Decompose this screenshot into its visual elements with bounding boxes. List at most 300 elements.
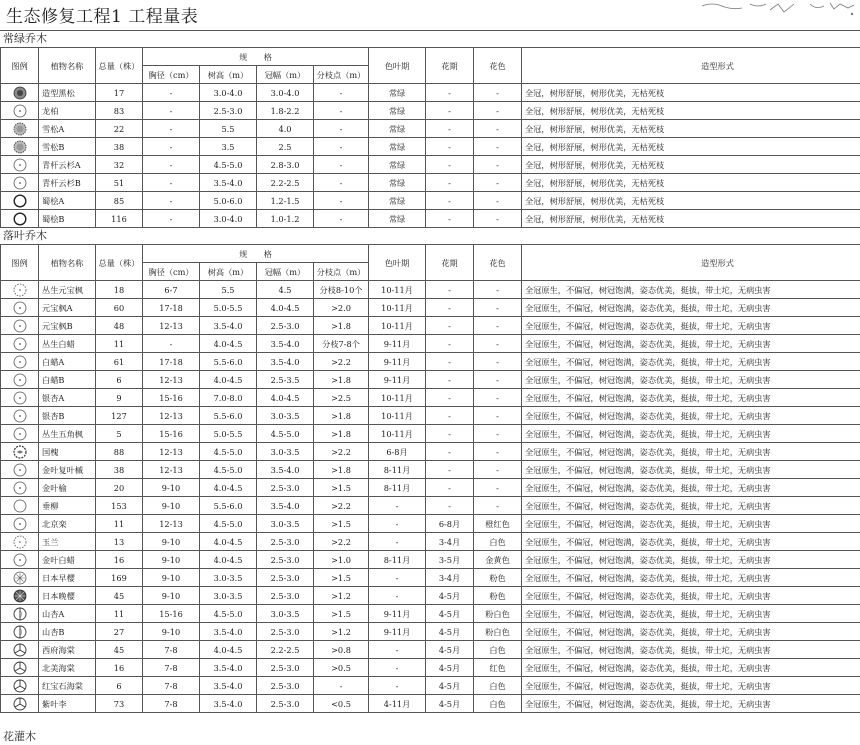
legend-cell bbox=[1, 353, 39, 371]
header-leaf-color-period: 色叶期 bbox=[369, 48, 426, 84]
form: 全冠原生，不偏冠，树冠饱满，姿态优美，挺拔，带土坨，无病虫害 bbox=[522, 515, 860, 533]
plant-name: 龙柏 bbox=[39, 102, 96, 120]
legend-cell bbox=[1, 299, 39, 317]
flowering-period: 4-5月 bbox=[426, 677, 474, 695]
legend-cell bbox=[1, 587, 39, 605]
circle-dashed-icon bbox=[1, 283, 38, 297]
crown: 2.5-3.0 bbox=[257, 569, 314, 587]
form: 全冠原生，不偏冠，树冠饱满，姿态优美，挺拔，带土坨，无病虫害 bbox=[522, 677, 860, 695]
height: 5.0-5.5 bbox=[200, 425, 257, 443]
crown: 2.5-3.0 bbox=[257, 659, 314, 677]
flowering-period: - bbox=[426, 443, 474, 461]
header-quantity: 总量（株） bbox=[96, 245, 143, 281]
dbh: 7-8 bbox=[143, 659, 200, 677]
flowering-period: - bbox=[426, 281, 474, 299]
quantity: 13 bbox=[96, 533, 143, 551]
table-row bbox=[1, 605, 860, 623]
table-row bbox=[1, 677, 860, 695]
flower-color: - bbox=[474, 335, 522, 353]
flowering-period: 3-4月 bbox=[426, 569, 474, 587]
plant-name: 雪松B bbox=[39, 138, 96, 156]
plant-name: 山杏B bbox=[39, 623, 96, 641]
quantity: 32 bbox=[96, 156, 143, 174]
circle-bold-icon bbox=[1, 212, 38, 226]
flowering-period: - bbox=[426, 497, 474, 515]
flowering-period: - bbox=[426, 138, 474, 156]
branch-point: - bbox=[314, 102, 369, 120]
header-plant-name: 植物名称 bbox=[39, 48, 96, 84]
height: 5.5-6.0 bbox=[200, 407, 257, 425]
dbh: 9-10 bbox=[143, 551, 200, 569]
form: 全冠原生，不偏冠，树冠饱满，姿态优美，挺拔，带土坨，无病虫害 bbox=[522, 497, 860, 515]
circle-textured-icon bbox=[1, 140, 38, 154]
leaf-color-period: - bbox=[369, 677, 426, 695]
table-row bbox=[1, 192, 860, 210]
flower-color: - bbox=[474, 389, 522, 407]
branch-point: >1.8 bbox=[314, 371, 369, 389]
dbh: 7-8 bbox=[143, 641, 200, 659]
flower-color: - bbox=[474, 317, 522, 335]
branch-point: 分枝7-8个 bbox=[314, 335, 369, 353]
crown: 3.0-3.5 bbox=[257, 407, 314, 425]
legend-cell bbox=[1, 210, 39, 228]
circle-dot-icon bbox=[1, 373, 38, 387]
dbh: - bbox=[143, 102, 200, 120]
crown: 3.5-4.0 bbox=[257, 335, 314, 353]
flowering-period: - bbox=[426, 299, 474, 317]
handwritten-scribble bbox=[700, 0, 860, 18]
header-height: 树高（m） bbox=[200, 263, 257, 281]
crown: 2.5-3.0 bbox=[257, 587, 314, 605]
height: 4.5-5.0 bbox=[200, 515, 257, 533]
plant-name: 国槐 bbox=[39, 443, 96, 461]
flower-color: 白色 bbox=[474, 533, 522, 551]
form: 全冠，树形舒展，树形优美，无枯死枝 bbox=[522, 138, 860, 156]
quantity: 38 bbox=[96, 138, 143, 156]
table-row bbox=[1, 425, 860, 443]
form: 全冠原生，不偏冠，树冠饱满，姿态优美，挺拔，带土坨，无病虫害 bbox=[522, 335, 860, 353]
flowering-period: 4-5月 bbox=[426, 695, 474, 713]
table-row bbox=[1, 407, 860, 425]
crown: 3.0-4.0 bbox=[257, 84, 314, 102]
circle-dot-icon bbox=[1, 481, 38, 495]
plant-name: 青杆云杉B bbox=[39, 174, 96, 192]
legend-cell bbox=[1, 515, 39, 533]
height: 4.5-5.0 bbox=[200, 605, 257, 623]
table-row bbox=[1, 210, 860, 228]
table-row bbox=[1, 443, 860, 461]
section-title: 落叶乔木 bbox=[3, 229, 47, 242]
circle-bold-icon bbox=[1, 194, 38, 208]
circle-dot-icon bbox=[1, 176, 38, 190]
height: 3.0-4.0 bbox=[200, 84, 257, 102]
height: 4.0-4.5 bbox=[200, 533, 257, 551]
height: 3.5-4.0 bbox=[200, 317, 257, 335]
branch-point: <0.5 bbox=[314, 695, 369, 713]
plant-name: 丛生白蜡 bbox=[39, 335, 96, 353]
circle-dot-icon bbox=[1, 409, 38, 423]
dbh: - bbox=[143, 138, 200, 156]
flower-color: 粉色 bbox=[474, 587, 522, 605]
branch-point: >1.2 bbox=[314, 623, 369, 641]
table-row bbox=[1, 84, 860, 102]
circle-dot-icon bbox=[1, 104, 38, 118]
plant-name: 日本晚樱 bbox=[39, 587, 96, 605]
form: 全冠，树形舒展，树形优美，无枯死枝 bbox=[522, 84, 860, 102]
leaf-color-period: 常绿 bbox=[369, 102, 426, 120]
crown: 4.0-4.5 bbox=[257, 389, 314, 407]
leaf-color-period: 8-11月 bbox=[369, 551, 426, 569]
plant-name: 蜀桧A bbox=[39, 192, 96, 210]
dbh: 6-7 bbox=[143, 281, 200, 299]
flowering-period: 4-5月 bbox=[426, 623, 474, 641]
dbh: 15-16 bbox=[143, 389, 200, 407]
crown: 4.0 bbox=[257, 120, 314, 138]
table-row bbox=[1, 335, 860, 353]
leaf-color-period: 8-11月 bbox=[369, 479, 426, 497]
header-leaf-color-period: 色叶期 bbox=[369, 245, 426, 281]
plant-name: 青杆云杉A bbox=[39, 156, 96, 174]
leaf-color-period: 10-11月 bbox=[369, 299, 426, 317]
table-row bbox=[1, 389, 860, 407]
flower-color: 金黄色 bbox=[474, 551, 522, 569]
dbh: 9-10 bbox=[143, 569, 200, 587]
height: 5.5 bbox=[200, 281, 257, 299]
quantity: 5 bbox=[96, 425, 143, 443]
legend-cell bbox=[1, 605, 39, 623]
table-row bbox=[1, 623, 860, 641]
flower-color: - bbox=[474, 461, 522, 479]
dbh: 12-13 bbox=[143, 461, 200, 479]
branch-point: - bbox=[314, 677, 369, 695]
header-crown: 冠幅（m） bbox=[257, 263, 314, 281]
flower-color: 白色 bbox=[474, 641, 522, 659]
leaf-color-period: - bbox=[369, 569, 426, 587]
flowering-period: - bbox=[426, 461, 474, 479]
circle-dot-icon bbox=[1, 355, 38, 369]
header-dbh: 胸径（cm） bbox=[143, 263, 200, 281]
plant-name: 西府海棠 bbox=[39, 641, 96, 659]
flower-color: 红色 bbox=[474, 659, 522, 677]
circle-dot-icon bbox=[1, 427, 38, 441]
flower-color: - bbox=[474, 102, 522, 120]
table-row bbox=[1, 659, 860, 677]
flowering-period: - bbox=[426, 425, 474, 443]
quantity: 22 bbox=[96, 120, 143, 138]
dbh: 12-13 bbox=[143, 515, 200, 533]
branch-point: >2.2 bbox=[314, 353, 369, 371]
header-crown: 冠幅（m） bbox=[257, 66, 314, 84]
crown: 3.5-4.0 bbox=[257, 353, 314, 371]
header-flowering-period: 花期 bbox=[426, 48, 474, 84]
quantity-sheet bbox=[0, 30, 860, 713]
height: 5.0-5.5 bbox=[200, 299, 257, 317]
quantity: 6 bbox=[96, 371, 143, 389]
header-flower-color: 花色 bbox=[474, 245, 522, 281]
flowering-period: - bbox=[426, 317, 474, 335]
crown: 2.5-3.0 bbox=[257, 317, 314, 335]
branch-point: >2.5 bbox=[314, 389, 369, 407]
flower-color: - bbox=[474, 425, 522, 443]
flowering-period: 3-5月 bbox=[426, 551, 474, 569]
flowering-period: - bbox=[426, 174, 474, 192]
flower-color: - bbox=[474, 299, 522, 317]
flower-color: 粉白色 bbox=[474, 623, 522, 641]
legend-cell bbox=[1, 533, 39, 551]
plant-name: 造型黑松 bbox=[39, 84, 96, 102]
flowering-period: - bbox=[426, 102, 474, 120]
header-legend: 图例 bbox=[1, 48, 39, 84]
branch-point: >0.5 bbox=[314, 659, 369, 677]
height: 3.5-4.0 bbox=[200, 623, 257, 641]
quantity: 51 bbox=[96, 174, 143, 192]
leaf-color-period: - bbox=[369, 641, 426, 659]
flowering-period: - bbox=[426, 371, 474, 389]
plant-name: 白蜡A bbox=[39, 353, 96, 371]
branch-point: >1.8 bbox=[314, 317, 369, 335]
crown: 3.5-4.0 bbox=[257, 461, 314, 479]
plant-name: 银杏A bbox=[39, 389, 96, 407]
form: 全冠，树形舒展，树形优美，无枯死枝 bbox=[522, 120, 860, 138]
legend-cell bbox=[1, 371, 39, 389]
plant-name: 山杏A bbox=[39, 605, 96, 623]
table-row bbox=[1, 479, 860, 497]
branch-point: - bbox=[314, 138, 369, 156]
quantity: 45 bbox=[96, 587, 143, 605]
quantity: 20 bbox=[96, 479, 143, 497]
circle-spokes-icon bbox=[1, 643, 38, 657]
branch-point: >1.5 bbox=[314, 479, 369, 497]
circle-plain-icon bbox=[1, 499, 38, 513]
dbh: 9-10 bbox=[143, 497, 200, 515]
quantity: 6 bbox=[96, 677, 143, 695]
height: 4.5-5.0 bbox=[200, 461, 257, 479]
flower-color: - bbox=[474, 120, 522, 138]
flowering-period: - bbox=[426, 210, 474, 228]
form: 全冠原生，不偏冠，树冠饱满，姿态优美，挺拔，带土坨，无病虫害 bbox=[522, 407, 860, 425]
quantity: 45 bbox=[96, 641, 143, 659]
circle-spokes-icon bbox=[1, 679, 38, 693]
plant-name: 白蜡B bbox=[39, 371, 96, 389]
plant-name: 银杏B bbox=[39, 407, 96, 425]
branch-point: 分枝8-10个 bbox=[314, 281, 369, 299]
dbh: 17-18 bbox=[143, 299, 200, 317]
leaf-color-period: 常绿 bbox=[369, 120, 426, 138]
circle-dot-icon bbox=[1, 319, 38, 333]
form: 全冠，树形舒展，树形优美，无枯死枝 bbox=[522, 210, 860, 228]
flower-color: - bbox=[474, 210, 522, 228]
dbh: 9-10 bbox=[143, 479, 200, 497]
plant-name: 玉兰 bbox=[39, 533, 96, 551]
dbh: 12-13 bbox=[143, 317, 200, 335]
form: 全冠原生，不偏冠，树冠饱满，姿态优美，挺拔，带土坨，无病虫害 bbox=[522, 587, 860, 605]
circle-split-icon bbox=[1, 625, 38, 639]
circle-textured-icon bbox=[1, 122, 38, 136]
flower-color: - bbox=[474, 497, 522, 515]
leaf-color-period: - bbox=[369, 587, 426, 605]
leaf-color-period: 9-11月 bbox=[369, 335, 426, 353]
leaf-color-period: - bbox=[369, 659, 426, 677]
flowering-period: - bbox=[426, 389, 474, 407]
header-flower-color: 花色 bbox=[474, 48, 522, 84]
dbh: - bbox=[143, 84, 200, 102]
header-specification: 规 格 bbox=[143, 245, 369, 263]
flower-color: 白色 bbox=[474, 695, 522, 713]
height: 3.0-4.0 bbox=[200, 210, 257, 228]
dbh: - bbox=[143, 210, 200, 228]
table-row bbox=[1, 371, 860, 389]
height: 4.5-5.0 bbox=[200, 443, 257, 461]
height: 3.5 bbox=[200, 138, 257, 156]
crown: 2.5-3.0 bbox=[257, 623, 314, 641]
height: 4.0-4.5 bbox=[200, 551, 257, 569]
dbh: 15-16 bbox=[143, 425, 200, 443]
crown: 4.5-5.0 bbox=[257, 425, 314, 443]
circle-spokes-icon bbox=[1, 661, 38, 675]
form: 全冠原生，不偏冠，树冠饱满，姿态优美，挺拔，带土坨，无病虫害 bbox=[522, 299, 860, 317]
crown: 4.5 bbox=[257, 281, 314, 299]
dbh: - bbox=[143, 192, 200, 210]
header-branch-point: 分枝点（m） bbox=[314, 66, 369, 84]
legend-cell bbox=[1, 335, 39, 353]
height: 3.5-4.0 bbox=[200, 677, 257, 695]
legend-cell bbox=[1, 677, 39, 695]
legend-cell bbox=[1, 461, 39, 479]
legend-cell bbox=[1, 102, 39, 120]
quantity: 169 bbox=[96, 569, 143, 587]
circle-spokes-icon bbox=[1, 697, 38, 711]
header-flowering-period: 花期 bbox=[426, 245, 474, 281]
branch-point: >1.5 bbox=[314, 605, 369, 623]
branch-point: >1.8 bbox=[314, 461, 369, 479]
branch-point: >1.8 bbox=[314, 425, 369, 443]
circle-split-icon bbox=[1, 607, 38, 621]
flowering-period: - bbox=[426, 353, 474, 371]
flower-dark-icon bbox=[1, 589, 38, 603]
table-row bbox=[1, 138, 860, 156]
form: 全冠原生，不偏冠，树冠饱满，姿态优美，挺拔，带土坨，无病虫害 bbox=[522, 695, 860, 713]
plant-name: 日本早樱 bbox=[39, 569, 96, 587]
legend-cell bbox=[1, 156, 39, 174]
crown: 3.0-3.5 bbox=[257, 605, 314, 623]
quantity: 73 bbox=[96, 695, 143, 713]
quantity: 48 bbox=[96, 317, 143, 335]
branch-point: - bbox=[314, 84, 369, 102]
quantity: 17 bbox=[96, 84, 143, 102]
plant-name: 元宝枫A bbox=[39, 299, 96, 317]
flower-color: - bbox=[474, 443, 522, 461]
leaf-color-period: 8-11月 bbox=[369, 461, 426, 479]
table-row bbox=[1, 551, 860, 569]
dbh: - bbox=[143, 335, 200, 353]
flowering-period: 4-5月 bbox=[426, 641, 474, 659]
header-quantity: 总量（株） bbox=[96, 48, 143, 84]
height: 5.5-6.0 bbox=[200, 353, 257, 371]
branch-point: >2.0 bbox=[314, 299, 369, 317]
plant-name: 北京栾 bbox=[39, 515, 96, 533]
circle-dot-icon bbox=[1, 517, 38, 531]
leaf-color-period: 9-11月 bbox=[369, 623, 426, 641]
form: 全冠原生，不偏冠，树冠饱满，姿态优美，挺拔，带土坨，无病虫害 bbox=[522, 479, 860, 497]
form: 全冠原生，不偏冠，树冠饱满，姿态优美，挺拔，带土坨，无病虫害 bbox=[522, 551, 860, 569]
form: 全冠原生，不偏冠，树冠饱满，姿态优美，挺拔，带土坨，无病虫害 bbox=[522, 461, 860, 479]
height: 4.0-4.5 bbox=[200, 641, 257, 659]
plant-name: 蜀桧B bbox=[39, 210, 96, 228]
plant-name: 丛生元宝枫 bbox=[39, 281, 96, 299]
table-row bbox=[1, 156, 860, 174]
branch-point: >2.2 bbox=[314, 533, 369, 551]
quantity: 85 bbox=[96, 192, 143, 210]
dbh: 12-13 bbox=[143, 443, 200, 461]
flower-color: 粉白色 bbox=[474, 605, 522, 623]
leaf-color-period: - bbox=[369, 515, 426, 533]
quantity: 27 bbox=[96, 623, 143, 641]
quantity-table bbox=[0, 244, 860, 713]
form: 全冠原生，不偏冠，树冠饱满，姿态优美，挺拔，带土坨，无病虫害 bbox=[522, 659, 860, 677]
table-row bbox=[1, 461, 860, 479]
header-specification: 规 格 bbox=[143, 48, 369, 66]
leaf-color-period: 6-8月 bbox=[369, 443, 426, 461]
circle-dot-icon bbox=[1, 553, 38, 567]
branch-point: >1.0 bbox=[314, 551, 369, 569]
crown: 2.5-3.0 bbox=[257, 677, 314, 695]
leaf-color-period: 常绿 bbox=[369, 210, 426, 228]
header-form: 造型形式 bbox=[522, 48, 860, 84]
form: 全冠原生，不偏冠，树冠饱满，姿态优美，挺拔，带土坨，无病虫害 bbox=[522, 317, 860, 335]
legend-cell bbox=[1, 551, 39, 569]
quantity: 11 bbox=[96, 605, 143, 623]
quantity: 60 bbox=[96, 299, 143, 317]
leaf-color-period: 常绿 bbox=[369, 174, 426, 192]
legend-cell bbox=[1, 479, 39, 497]
header-branch-point: 分枝点（m） bbox=[314, 263, 369, 281]
quantity: 153 bbox=[96, 497, 143, 515]
form: 全冠原生，不偏冠，树冠饱满，姿态优美，挺拔，带土坨，无病虫害 bbox=[522, 389, 860, 407]
leaf-color-period: 10-11月 bbox=[369, 281, 426, 299]
crown: 1.8-2.2 bbox=[257, 102, 314, 120]
height: 5.5 bbox=[200, 120, 257, 138]
circle-dot-icon bbox=[1, 301, 38, 315]
height: 5.0-6.0 bbox=[200, 192, 257, 210]
table-row bbox=[1, 641, 860, 659]
crown: 2.2-2.5 bbox=[257, 641, 314, 659]
plant-name: 丛生五角枫 bbox=[39, 425, 96, 443]
crown: 1.2-1.5 bbox=[257, 192, 314, 210]
branch-point: - bbox=[314, 192, 369, 210]
height: 4.0-4.5 bbox=[200, 335, 257, 353]
height: 2.5-3.0 bbox=[200, 102, 257, 120]
flowering-period: - bbox=[426, 479, 474, 497]
table-row bbox=[1, 695, 860, 713]
crown: 3.0-3.5 bbox=[257, 515, 314, 533]
plant-name: 雪松A bbox=[39, 120, 96, 138]
form: 全冠，树形舒展，树形优美，无枯死枝 bbox=[522, 192, 860, 210]
leaf-color-period: 10-11月 bbox=[369, 317, 426, 335]
dbh: 17-18 bbox=[143, 353, 200, 371]
header-form: 造型形式 bbox=[522, 245, 860, 281]
dbh: - bbox=[143, 120, 200, 138]
form: 全冠原生，不偏冠，树冠饱满，姿态优美，挺拔，带土坨，无病虫害 bbox=[522, 371, 860, 389]
height: 7.0-8.0 bbox=[200, 389, 257, 407]
height: 3.5-4.0 bbox=[200, 695, 257, 713]
flower-color: - bbox=[474, 84, 522, 102]
form: 全冠，树形舒展，树形优美，无枯死枝 bbox=[522, 174, 860, 192]
leaf-color-period: 10-11月 bbox=[369, 407, 426, 425]
quantity: 83 bbox=[96, 102, 143, 120]
legend-cell bbox=[1, 425, 39, 443]
branch-point: >1.5 bbox=[314, 515, 369, 533]
circle-dot-icon bbox=[1, 158, 38, 172]
